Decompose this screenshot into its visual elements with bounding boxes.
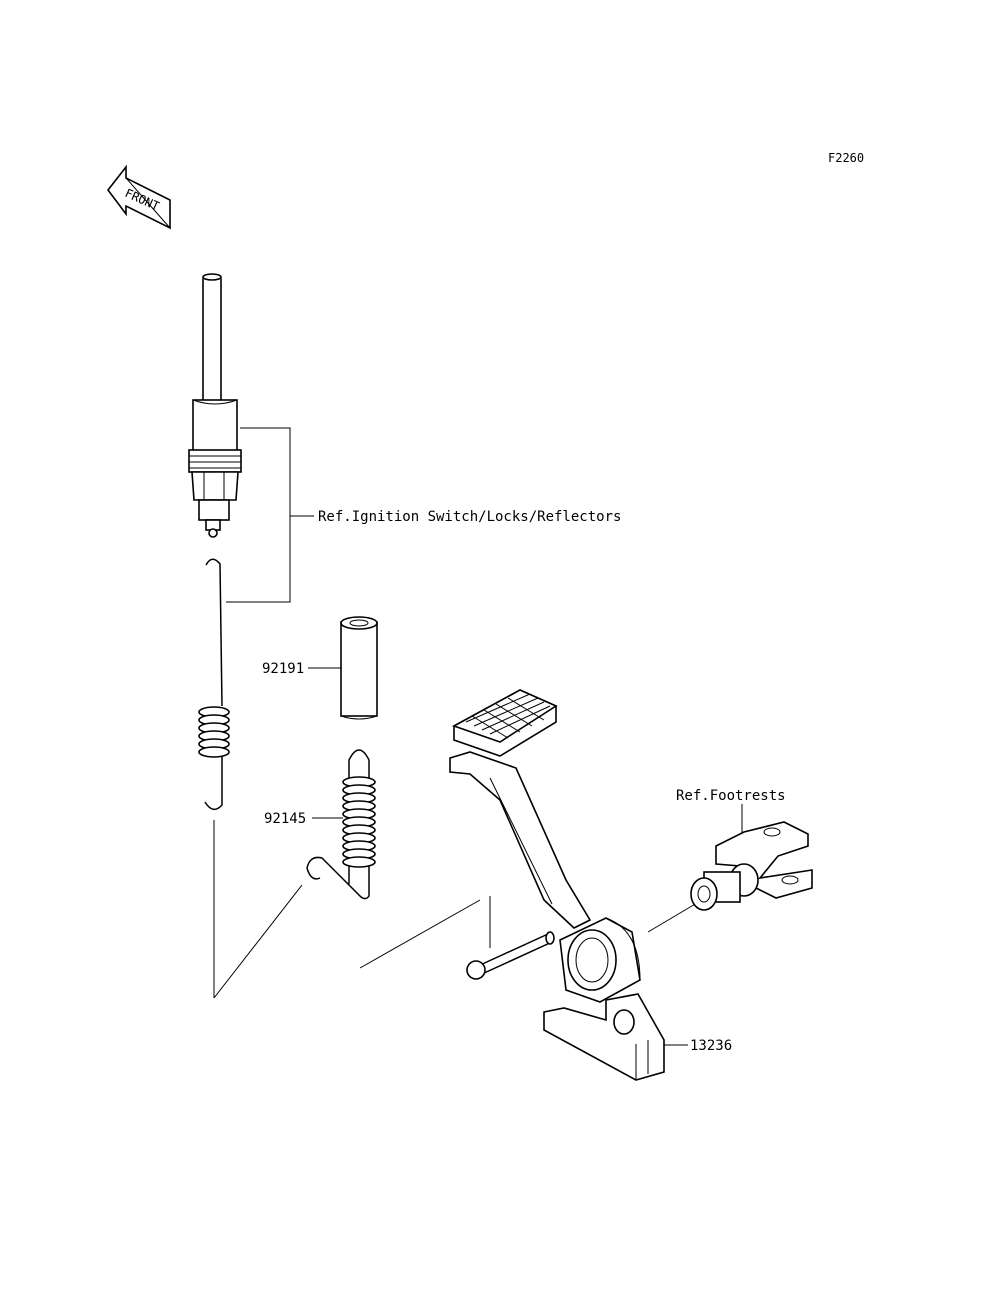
front-arrow-label: FRONT <box>122 185 162 214</box>
front-arrow-icon <box>108 167 170 228</box>
ref-ignition-label: Ref.Ignition Switch/Locks/Reflectors <box>318 509 622 525</box>
part-92145-label: 92145 <box>264 811 307 827</box>
switch-spring <box>199 559 229 998</box>
part-92191-label: 92191 <box>262 661 305 677</box>
figure-code: F2260 <box>828 151 865 165</box>
brake-light-switch <box>189 274 241 537</box>
collar-92191 <box>341 617 377 719</box>
spring-92145 <box>307 750 375 899</box>
ref-footrests-label: Ref.Footrests <box>676 788 786 804</box>
brake-pedal-13236 <box>450 690 664 1080</box>
footrest-bracket <box>691 822 812 910</box>
part-13236-label: 13236 <box>690 1038 733 1054</box>
